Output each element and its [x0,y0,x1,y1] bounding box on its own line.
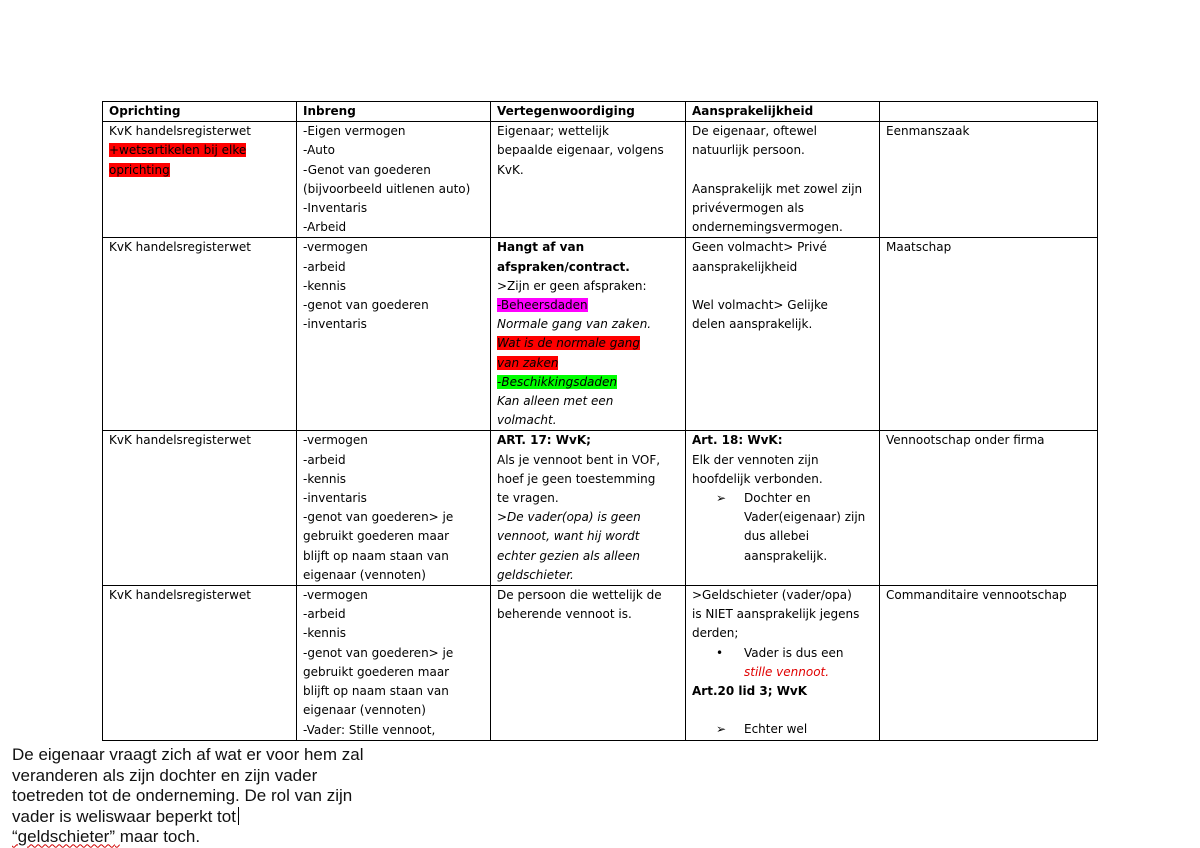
cell-type: Maatschap [880,238,1098,431]
note-line: veranderen als zijn dochter en zijn vader [12,765,318,785]
table-row [103,586,1098,741]
table-row [103,238,1098,431]
cell-inbreng: -Eigen vermogen -Auto -Genot van goederen (bijvoorbeeld uitlenen auto) -Inventaris -Arbeid [297,122,491,238]
header-vertegenwoordiging: Vertegenwoordiging [491,102,686,122]
note-line: toetreden tot de onderneming. De rol van zijn [12,786,353,806]
cell-oprichting: KvK handelsregisterwet [103,431,297,586]
cell-oprichting: KvK handelsregisterwet [103,586,297,741]
highlighted-text: -Beschikkingsdaden [497,374,618,389]
cell-vertegenwoordiging: ART. 17: WvK; Als je vennoot bent in VOF, hoef je geen toestemming te vragen. >De vader(opa) is geen vennoot, want hij wordt echter gezien als alleen geldschieter. [491,431,686,586]
cell-inbreng: -vermogen -arbeid -kennis -inventaris -genot van goederen> je gebruikt goederen maar blijft op naam staan van eigenaar (vennoten) [297,431,491,586]
note-line: De eigenaar vraagt zich af wat er voor hem zal [12,745,364,764]
table-header-row [103,102,1098,122]
highlighted-text: Wat is de normale gang [497,336,640,351]
comparison-table [102,101,1098,741]
header-inbreng: Inbreng [297,102,491,122]
cell-aansprakelijkheid: De eigenaar, oftewel natuurlijk persoon. Aansprakelijk met zowel zijn privévermogen als ondernemingsvermogen. [686,122,880,238]
cell-vertegenwoordiging: Hangt af van afspraken/contract. >Zijn er geen afspraken: -Beheersdaden Normale gang van zaken. Wat is de normale gang van zaken -Beschikkingsdaden Kan alleen met een volmacht. [491,238,686,431]
spellcheck-word: “geldschieter” [12,827,115,847]
cell-type: Vennootschap onder firma [880,431,1098,586]
highlighted-text: +wetsartikelen bij elke [109,143,247,158]
text-cursor [238,807,239,825]
cell-inbreng: -vermogen -arbeid -kennis -genot van goederen -inventaris [297,238,491,431]
header-empty [880,102,1098,122]
dot-bullet-icon: • [716,645,724,660]
highlighted-text: oprichting [109,162,170,177]
highlighted-text: -Beheersdaden [497,298,588,313]
table-row [103,122,1098,238]
note-line: “geldschieter” maar toch. [12,827,201,847]
cell-oprichting: KvK handelsregisterwet +wetsartikelen bij elke oprichting [103,122,297,238]
cell-vertegenwoordiging: Eigenaar; wettelijk bepaalde eigenaar, volgens KvK. [491,122,686,238]
header-aansprakelijkheid: Aansprakelijkheid [686,102,880,122]
cell-aansprakelijkheid: Art. 18: WvK: Elk der vennoten zijn hoofdelijk verbonden. ➢ Dochter en Vader(eigenaar) zijn dus allebei aansprakelijk. [686,431,880,586]
cell-inbreng: -vermogen -arbeid -kennis -genot van goederen> je gebruikt goederen maar blijft op naam staan van eigenaar (vennoten) -Vader: Stille vennoot, [297,586,491,741]
cell-aansprakelijkheid: Geen volmacht> Privé aansprakelijkheid Wel volmacht> Gelijke delen aansprakelijk. [686,238,880,431]
cell-oprichting: KvK handelsregisterwet [103,238,297,431]
note-text-box[interactable] [12,745,364,848]
arrow-bullet-icon: ➢ [716,491,727,506]
note-line: vader is weliswaar beperkt tot [12,807,364,828]
header-oprichting: Oprichting [103,102,297,122]
cell-type: Commanditaire vennootschap [880,586,1098,741]
cell-vertegenwoordiging: De persoon die wettelijk de beherende vennoot is. [491,586,686,741]
cell-aansprakelijkheid: >Geldschieter (vader/opa) is NIET aansprakelijk jegens derden; • Vader is dus een stille vennoot. Art.20 lid 3; WvK ➢ Echter wel [686,586,880,741]
arrow-bullet-icon: ➢ [716,722,727,737]
highlighted-text: van zaken [497,355,559,370]
cell-type: Eenmanszaak [880,122,1098,238]
table-row [103,431,1098,586]
